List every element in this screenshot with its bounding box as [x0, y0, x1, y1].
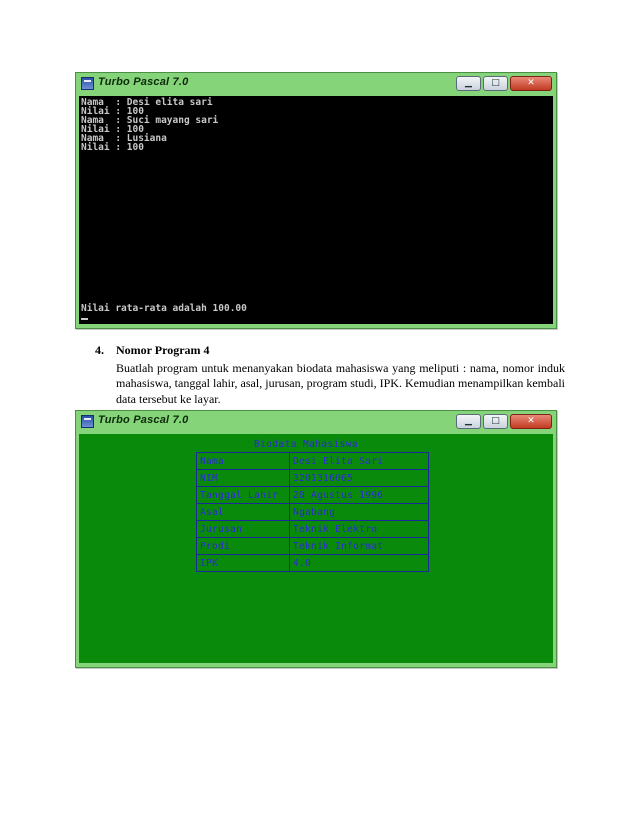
section-heading	[95, 343, 565, 359]
console-lines	[79, 97, 219, 153]
section-heading-text: Nomor Program 4	[116, 343, 210, 357]
window-controls	[456, 414, 552, 429]
window-controls	[456, 76, 552, 91]
table-row	[197, 504, 429, 521]
turbo-pascal-window-biodata	[75, 410, 557, 668]
maximize-button[interactable]: □	[483, 76, 508, 91]
close-button[interactable]: ✕	[510, 76, 552, 91]
window-titlebar[interactable]	[76, 411, 556, 433]
console-line: Nilai : 100	[81, 142, 144, 153]
table-row	[197, 487, 429, 504]
table-row	[197, 470, 429, 487]
row-value: Ngabang	[290, 504, 429, 521]
section-description: Buatlah program untuk menanyakan biodata mahasiswa yang meliputi : nama, nomor induk mahasiswa, tanggal lahir, asal, jurusan, program studi, IPK. Kemudian menampilkan kembali data tersebut ke layar.	[116, 360, 565, 406]
row-label: Prodi	[197, 538, 290, 555]
row-value: 28 Agustus 1996	[290, 487, 429, 504]
row-label: Tanggal Lahir	[197, 487, 290, 504]
console-output[interactable]	[79, 96, 553, 324]
console-line: Nama : Lusiana	[81, 133, 167, 144]
table-row	[197, 555, 429, 572]
row-value: 3201316065	[290, 470, 429, 487]
console-line: Nama : Desi elita sari	[81, 97, 213, 108]
turbo-pascal-app-icon[interactable]	[81, 77, 94, 90]
turbo-pascal-app-icon[interactable]	[81, 415, 94, 428]
biodata-title: Biodata Mahasiswa	[254, 439, 359, 450]
minimize-button[interactable]: ▁	[456, 414, 481, 429]
row-value: Teknik Informat	[290, 538, 429, 555]
program-4-section	[95, 343, 565, 407]
maximize-button[interactable]: □	[483, 414, 508, 429]
row-value: Desi Elita Sari	[290, 453, 429, 470]
console-line: Nilai : 100	[81, 124, 144, 135]
turbo-pascal-window-output	[75, 72, 557, 329]
console-line: Nilai : 100	[81, 106, 144, 117]
row-value: Teknik Elektro	[290, 521, 429, 538]
row-label: Jurusan	[197, 521, 290, 538]
window-titlebar[interactable]	[76, 73, 556, 95]
row-label: NIM	[197, 470, 290, 487]
window-title: Turbo Pascal 7.0	[98, 76, 189, 88]
window-title: Turbo Pascal 7.0	[98, 414, 189, 426]
minimize-button[interactable]: ▁	[456, 76, 481, 91]
biodata-table	[196, 452, 429, 572]
console-cursor	[81, 318, 88, 320]
close-button[interactable]: ✕	[510, 414, 552, 429]
row-label: IPK	[197, 555, 290, 572]
table-row	[197, 453, 429, 470]
table-row	[197, 521, 429, 538]
console-result-line: Nilai rata-rata adalah 100.00	[81, 303, 247, 314]
table-row	[197, 538, 429, 555]
row-label: Asal	[197, 504, 290, 521]
biodata-screen[interactable]	[79, 434, 553, 663]
row-value: 4.0	[290, 555, 429, 572]
console-line: Nama : Suci mayang sari	[81, 115, 219, 126]
row-label: Nama	[197, 453, 290, 470]
section-number: 4.	[95, 343, 104, 357]
